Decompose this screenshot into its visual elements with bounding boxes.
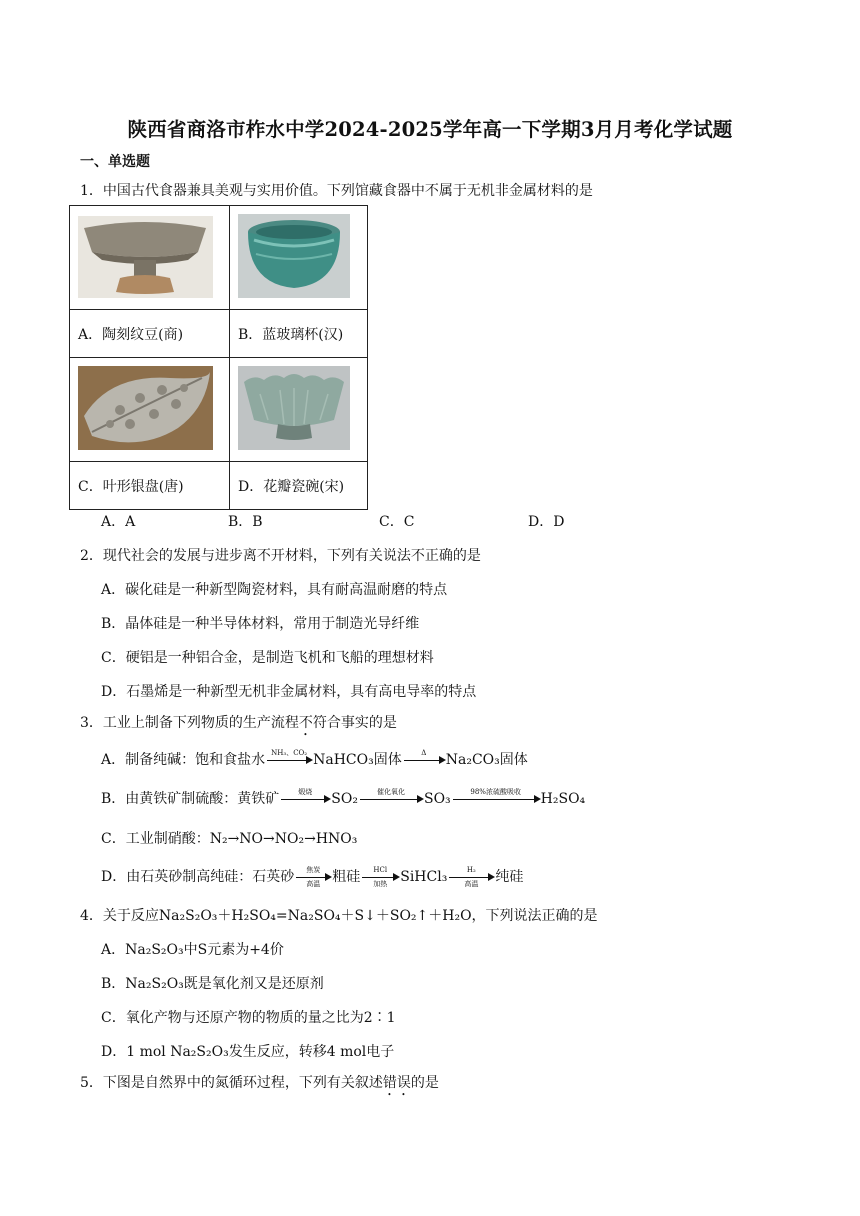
q3a-product-2: Na₂CO₃固体 — [445, 752, 528, 768]
q3b-product-1: SO₂ — [331, 791, 358, 807]
q1-option-a: A．A — [101, 514, 136, 530]
reaction-arrow — [362, 865, 398, 888]
q3b-cond-2: 催化氧化 — [376, 787, 405, 796]
reaction-arrow — [449, 865, 493, 888]
q3a-product-1: NaHCO₃固体 — [313, 752, 402, 768]
cell-a-label: A．陶刻纹豆(商) — [70, 310, 230, 358]
q3b-prefix: B．由黄铁矿制硫酸：黄铁矿 — [101, 791, 280, 807]
cell-b-label: B．蓝玻璃杯(汉) — [230, 310, 368, 358]
reaction-arrow — [360, 787, 422, 800]
q3d-cond-3a: H₂ — [466, 865, 476, 874]
q3b-product-3: H₂SO₄ — [540, 791, 586, 807]
q4-option-c: C．氧化产物与还原产物的物质的量之比为2∶1 — [101, 1010, 396, 1026]
q3d-cond-1b: 高温 — [306, 879, 321, 888]
reaction-arrow — [453, 787, 539, 800]
q4-option-d: D．1 mol Na₂S₂O₃发生反应，转移4 mol电子 — [101, 1044, 395, 1060]
q3-option-a — [101, 749, 528, 769]
q3-option-d — [101, 866, 523, 886]
question-1-stem: 1．中国古代食器兼具美观与实用价值。下列馆藏食器中不属于无机非金属材料的是 — [80, 183, 593, 199]
q3-option-b — [101, 788, 585, 808]
section-heading: 一、单选题 — [80, 154, 150, 170]
q3d-cond-3b: 高温 — [464, 879, 479, 888]
reaction-arrow — [404, 748, 444, 761]
q3d-cond-1a: 焦炭 — [306, 865, 321, 874]
reaction-arrow — [267, 748, 311, 761]
q3b-product-2: SO₃ — [423, 791, 451, 807]
q1-option-d: D．D — [528, 514, 565, 530]
q1-option-c: C．C — [379, 514, 415, 530]
q2-option-d: D．石墨烯是一种新型无机非金属材料，具有高电导率的特点 — [101, 684, 477, 700]
q5-stem-emphasis: 错误 — [382, 1075, 411, 1091]
cell-d-image — [230, 358, 368, 462]
q3d-prefix: D．由石英砂制高纯硅：石英砂 — [101, 869, 295, 885]
q4-option-b: B．Na₂S₂O₃既是氧化剂又是还原剂 — [101, 976, 324, 992]
q1-option-b: B．B — [228, 514, 263, 530]
q5-stem-post: 的是 — [410, 1075, 439, 1091]
q3d-product-2: SiHCl₃ — [400, 869, 448, 885]
q2-option-c: C．硬铝是一种铝合金，是制造飞机和飞船的理想材料 — [101, 650, 434, 666]
q3a-prefix: A．制备纯碱：饱和食盐水 — [101, 752, 266, 768]
question-3-stem — [80, 712, 397, 739]
q3a-cond-1: NH₃、CO₂ — [271, 748, 308, 757]
question-1-image-table — [69, 205, 368, 510]
q3d-product-1: 粗硅 — [332, 869, 361, 885]
petal-porcelain-bowl-image — [230, 358, 359, 457]
cell-b-image — [230, 206, 368, 310]
q3d-product-3: 纯硅 — [495, 869, 524, 885]
q3-stem-pre: 3．工业上制备下列物质的生产流程 — [80, 715, 299, 731]
q3a-cond-2: Δ — [421, 748, 427, 757]
q3b-cond-1: 煅烧 — [298, 787, 313, 796]
question-2-stem: 2．现代社会的发展与进步离不开材料，下列有关说法不正确的是 — [80, 548, 481, 564]
q2-option-b: B．晶体硅是一种半导体材料，常用于制造光导纤维 — [101, 616, 420, 632]
blue-glass-cup-image — [230, 206, 359, 305]
cell-c-label: C．叶形银盘(唐) — [70, 462, 230, 510]
reaction-arrow — [281, 787, 329, 800]
q3d-cond-2a: HCl — [373, 865, 388, 874]
cell-a-image — [70, 206, 230, 310]
q3-stem-emphasis: 不 — [298, 715, 313, 731]
pottery-dou-image — [70, 206, 221, 305]
q4-option-a: A．Na₂S₂O₃中S元素为+4价 — [101, 942, 284, 958]
q3-option-c: C．工业制硝酸：N₂→NO→NO₂→HNO₃ — [101, 831, 358, 847]
q3b-cond-3: 98%浓硫酸吸收 — [470, 787, 521, 796]
cell-d-label: D．花瓣瓷碗(宋) — [230, 462, 368, 510]
q2-option-a: A．碳化硅是一种新型陶瓷材料，具有耐高温耐磨的特点 — [101, 582, 448, 598]
q3d-cond-2b: 加热 — [373, 879, 388, 888]
q5-stem-pre: 5．下图是自然界中的氮循环过程，下列有关叙述 — [80, 1075, 383, 1091]
question-5-stem — [80, 1072, 439, 1099]
leaf-silver-plate-image — [70, 358, 221, 457]
q3-stem-post: 符合事实的是 — [312, 715, 397, 731]
cell-c-image — [70, 358, 230, 462]
page-title: 陕西省商洛市柞水中学2024-2025学年高一下学期3月月考化学试题 — [127, 118, 733, 141]
reaction-arrow — [296, 865, 330, 888]
question-4-stem: 4．关于反应Na₂S₂O₃＋H₂SO₄=Na₂SO₄＋S↓＋SO₂↑＋H₂O，下列说法正确的是 — [80, 908, 598, 924]
